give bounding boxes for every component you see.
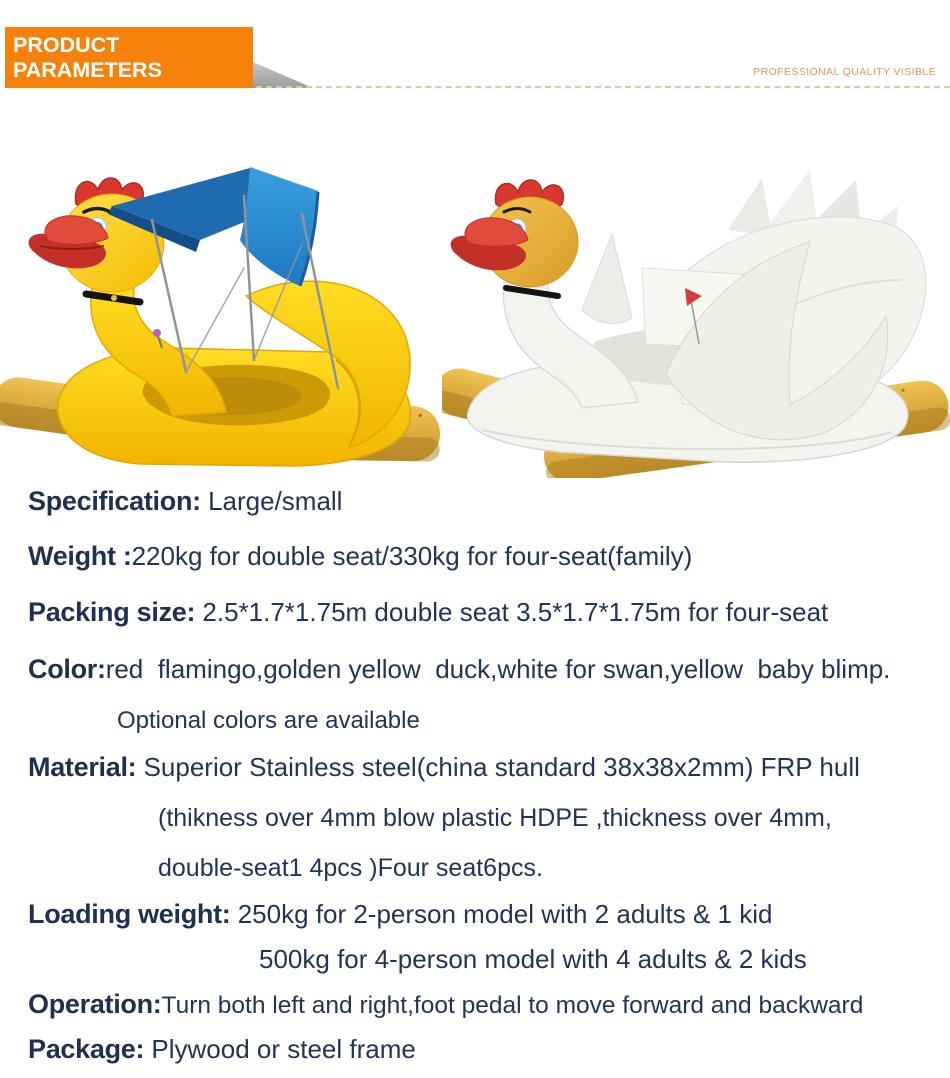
spec-value: Large/small	[200, 486, 343, 516]
spec-label: Color:	[28, 654, 106, 684]
spec-continuation-material-2: double-seat1 4pcs )Four seat6pcs.	[158, 854, 543, 882]
spec-label: Specification:	[28, 486, 201, 516]
swan-duck-head	[451, 180, 578, 296]
dotted-divider	[256, 86, 950, 88]
spec-label: Material:	[28, 752, 137, 782]
spec-row-packing-size	[28, 597, 828, 628]
spec-continuation-material-1: (thikness over 4mm blow plastic HDPE ,thickness over 4mm,	[158, 804, 832, 832]
spec-label: Package:	[28, 1034, 145, 1064]
quality-tagline: PROFESSIONAL QUALITY VISIBLE	[753, 66, 936, 78]
spec-value: Superior Stainless steel(china standard 38x38x2mm) FRP hull	[136, 752, 860, 782]
duck-head	[29, 178, 164, 302]
swan-left-wing	[582, 234, 632, 324]
spec-value: 220kg for double seat/330kg for four-seat(family)	[131, 541, 693, 571]
spec-row-specification	[28, 486, 342, 517]
spec-label: Weight :	[28, 541, 132, 571]
spec-label: Loading weight:	[28, 899, 231, 929]
banner-fold-decoration	[253, 62, 313, 88]
spec-continuation-loading-weight: 500kg for 4-person model with 4 adults & 2 kids	[259, 944, 807, 974]
spec-row-package	[28, 1034, 416, 1065]
spec-row-weight	[28, 541, 692, 572]
spec-row-loading-weight	[28, 899, 772, 930]
spec-label: Operation:	[28, 989, 162, 1019]
spec-value: Plywood or steel frame	[144, 1034, 416, 1064]
page-title: PRODUCT PARAMETERS	[13, 32, 162, 82]
spec-row-color	[28, 654, 890, 685]
duck-joystick	[153, 329, 161, 337]
spec-row-operation	[28, 989, 863, 1020]
spec-value: 250kg for 2-person model with 2 adults & 1 kid	[230, 899, 773, 929]
spec-continuation-color: Optional colors are available	[117, 707, 420, 734]
duck-pedal-boat-image	[0, 148, 445, 470]
spec-row-material	[28, 752, 860, 783]
product-parameters-banner	[5, 27, 253, 88]
spec-value: Turn both left and right,foot pedal to move forward and backward	[161, 992, 864, 1019]
spec-label: Packing size:	[28, 597, 196, 627]
spec-value: 2.5*1.7*1.75m double seat 3.5*1.7*1.75m for four-seat	[195, 597, 829, 627]
swan-pedal-boat-image	[442, 160, 950, 478]
spec-value: red flamingo,golden yellow duck,white for swan,yellow baby blimp.	[105, 654, 891, 684]
